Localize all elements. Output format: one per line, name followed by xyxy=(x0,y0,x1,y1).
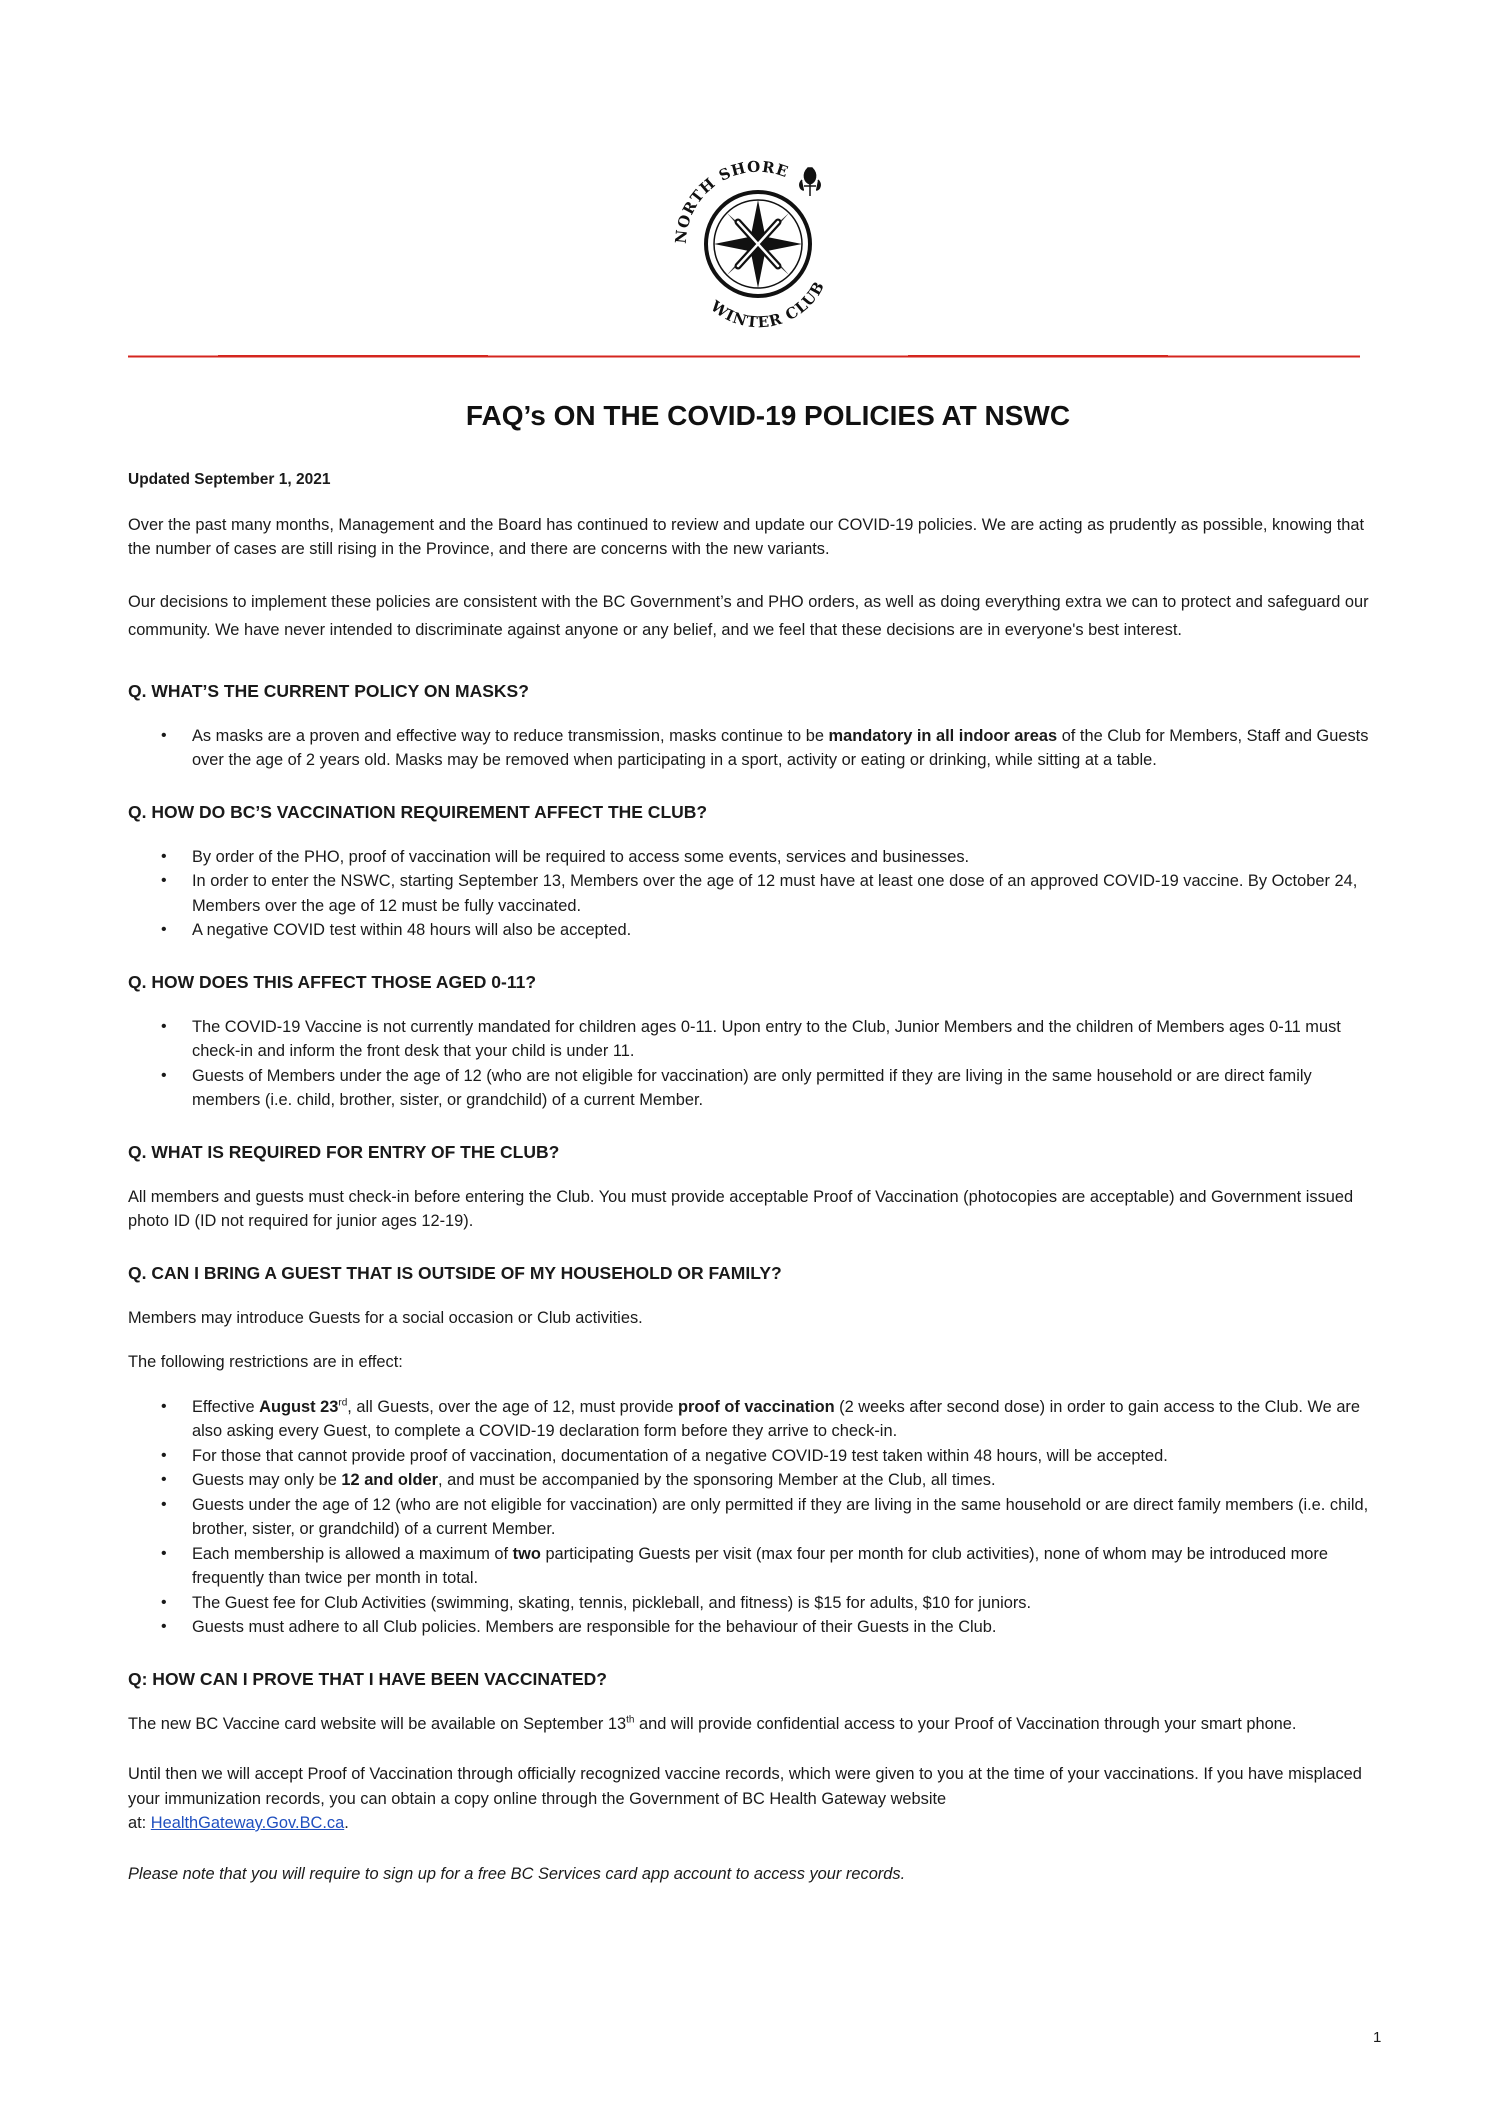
club-logo xyxy=(658,140,858,340)
list-item: • Effective August 23rd, all Guests, over the age of 12, must provide proof of vaccination (2 weeks after second dose) in order to gain access to the Club. We are also asking every Guest, to complete a COVID-19 declaration form before they arrive to check-in. xyxy=(128,1395,1378,1444)
logo-text-bottom: WINTER CLUB xyxy=(707,277,829,332)
list-item: • As masks are a proven and effective way to reduce transmission, masks continue to be mandatory in all indoor areas of the Club for Members, Staff and Guests over the age of 2 years old. Masks may be removed when participating in a sport, activity or eating or drinking, while sitting at a table. xyxy=(128,724,1378,773)
page-number: 1 xyxy=(1373,2029,1382,2046)
question-prove: Q: HOW CAN I PROVE THAT I HAVE BEEN VACCINATED? xyxy=(128,1668,607,1689)
question-guests: Q. CAN I BRING A GUEST THAT IS OUTSIDE OF MY HOUSEHOLD OR FAMILY? xyxy=(128,1262,782,1283)
guests-intro-2: The following restrictions are in effect: xyxy=(128,1353,403,1371)
vaccination-list xyxy=(128,845,1378,943)
fleur-de-lis-icon xyxy=(800,168,820,196)
masks-list xyxy=(128,724,1378,773)
list-item: • Guests must adhere to all Club policies. Members are responsible for the behaviour of their Guests in the Club. xyxy=(128,1615,1378,1640)
list-item: • In order to enter the NSWC, starting September 13, Members over the age of 12 must have at least one dose of an approved COVID-19 vaccine. By October 24, Members over the age of 12 must be fully vaccinated. xyxy=(128,869,1378,918)
list-item: • A negative COVID test within 48 hours will also be accepted. xyxy=(128,918,1378,943)
logo-text-top: NORTH SHORE xyxy=(671,157,792,245)
guests-list xyxy=(128,1395,1378,1640)
question-masks: Q. WHAT’S THE CURRENT POLICY ON MASKS? xyxy=(128,680,529,701)
question-vaccination: Q. HOW DO BC’S VACCINATION REQUIREMENT AFFECT THE CLUB? xyxy=(128,801,708,822)
list-item: • For those that cannot provide proof of vaccination, documentation of a negative COVID-19 test taken within 48 hours, will be accepted. xyxy=(128,1444,1378,1469)
prove-note: Please note that you will require to sign up for a free BC Services card app account to access your records. xyxy=(128,1864,906,1883)
updated-date: Updated September 1, 2021 xyxy=(128,471,331,488)
header-rule xyxy=(128,355,1360,358)
list-item: • Guests may only be 12 and older, and must be accompanied by the sponsoring Member at the Club, all times. xyxy=(128,1468,1378,1493)
list-item: • The COVID-19 Vaccine is not currently mandated for children ages 0-11. Upon entry to the Club, Junior Members and the children of Members ages 0-11 must check-in and inform the front desk that your child is under 11. xyxy=(128,1015,1378,1064)
aged-list xyxy=(128,1015,1378,1113)
document-body xyxy=(128,396,1378,1886)
list-item: • The Guest fee for Club Activities (swimming, skating, tennis, pickleball, and fitness) is $15 for adults, $10 for juniors. xyxy=(128,1591,1378,1616)
question-aged: Q. HOW DOES THIS AFFECT THOSE AGED 0-11? xyxy=(128,971,537,992)
page-title: FAQ’s ON THE COVID-19 POLICIES AT NSWC xyxy=(465,400,1071,431)
health-gateway-link[interactable]: HealthGateway.Gov.BC.ca xyxy=(150,1814,345,1832)
prove-paragraph-1: The new BC Vaccine card website will be available on September 13th and will provide confidential access to your Proof of Vaccination through your smart phone. xyxy=(128,1714,1297,1733)
intro-paragraph-1: Over the past many months, Management and the Board has continued to review and update our COVID-19 policies. We are acting as prudently as possible, knowing that the number of cases are still rising in the Province, and there are concerns with the new variants. xyxy=(128,515,1365,558)
list-item: • By order of the PHO, proof of vaccination will be required to access some events, services and businesses. xyxy=(128,845,1378,870)
prove-paragraph-2: Until then we will accept Proof of Vaccination through officially recognized vaccine records, which were given to you at the time of your vaccinations. If you have misplaced your immunization records, you can obtain a copy online through the Government of BC Health Gateway website at: HealthGateway.Gov.BC.ca. xyxy=(128,1765,1362,1832)
guests-intro-1: Members may introduce Guests for a social occasion or Club activities. xyxy=(128,1308,643,1327)
list-item: • Guests under the age of 12 (who are not eligible for vaccination) are only permitted if they are living in the same household or are direct family members (i.e. child, brother, sister, or grandchild) of a current Member. xyxy=(128,1493,1378,1542)
question-entry: Q. WHAT IS REQUIRED FOR ENTRY OF THE CLUB? xyxy=(128,1141,560,1162)
intro-paragraph-2: Our decisions to implement these policies are consistent with the BC Government’s and PHO orders, as well as doing everything extra we can to protect and safeguard our community. We have never intended to discriminate against anyone or any belief, and we feel that these decisions are in everyone's best interest. xyxy=(128,592,1369,639)
list-item: • Each membership is allowed a maximum of two participating Guests per visit (max four per month for club activities), none of whom may be introduced more frequently than twice per month in total. xyxy=(128,1542,1378,1591)
entry-paragraph: All members and guests must check-in before entering the Club. You must provide acceptable Proof of Vaccination (photocopies are acceptable) and Government issued photo ID (ID not required for junior ages 12-19). xyxy=(128,1187,1354,1230)
list-item: • Guests of Members under the age of 12 (who are not eligible for vaccination) are only permitted if they are living in the same household or are direct family members (i.e. child, brother, sister, or grandchild) of a current Member. xyxy=(128,1064,1378,1113)
